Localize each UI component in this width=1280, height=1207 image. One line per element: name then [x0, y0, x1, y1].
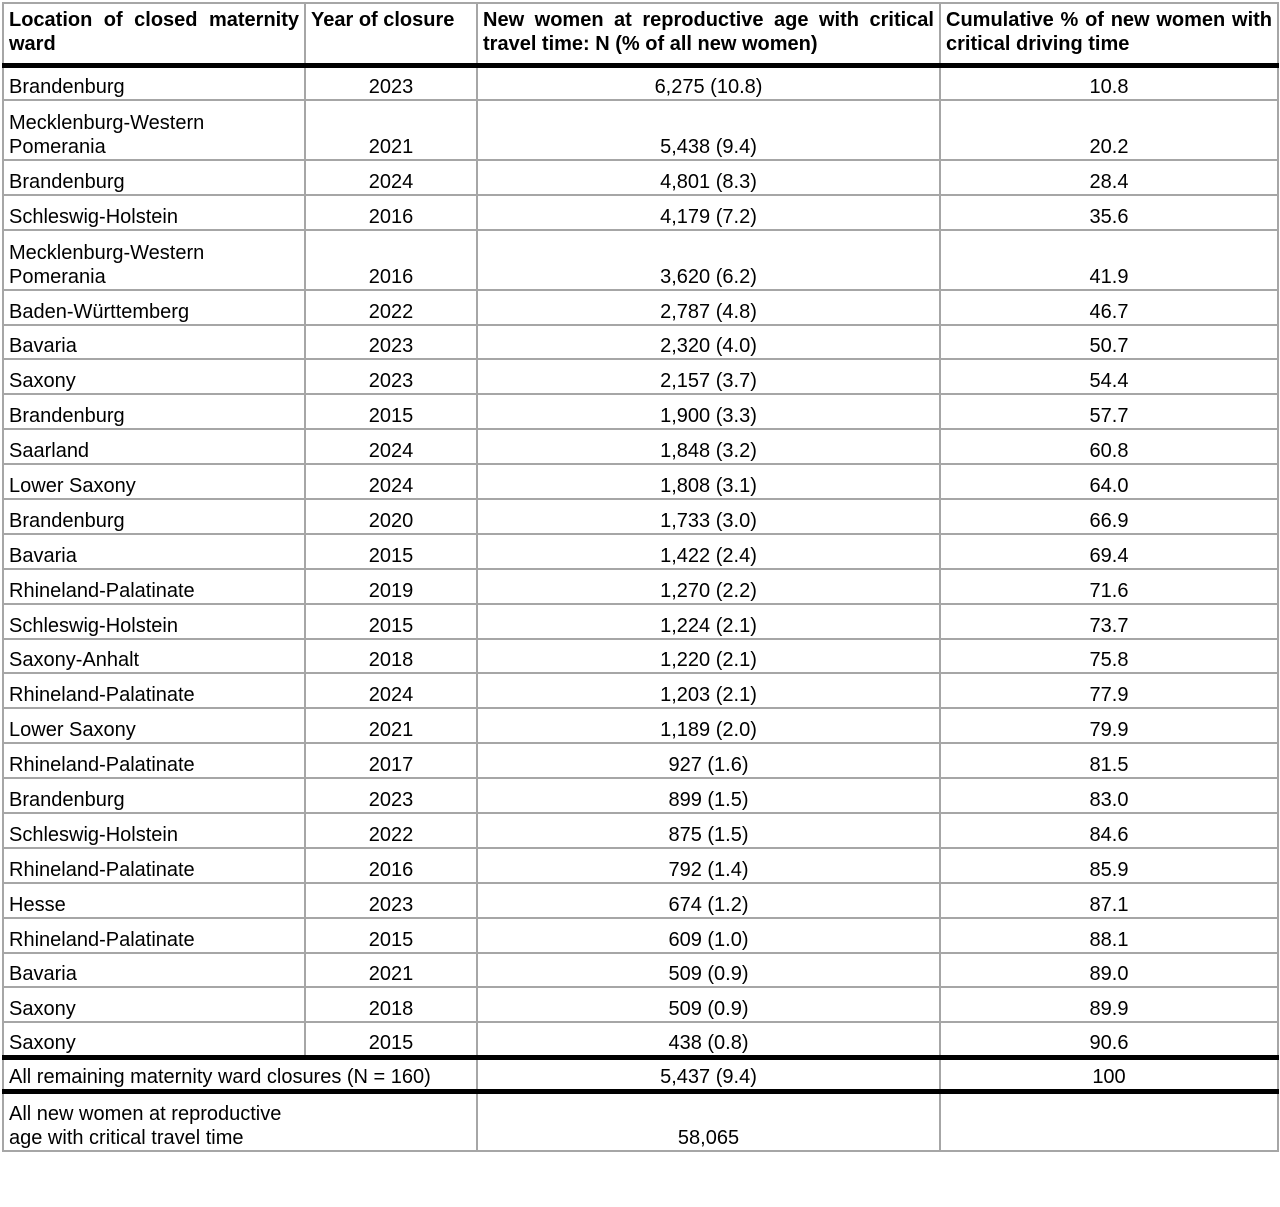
cell-location: Schleswig-Holstein	[3, 195, 305, 230]
cell-year: 2022	[305, 813, 477, 848]
cell-location: Schleswig-Holstein	[3, 813, 305, 848]
cell-year: 2016	[305, 848, 477, 883]
cell-cumulative: 50.7	[940, 325, 1278, 360]
cell-location: Rhineland-Palatinate	[3, 848, 305, 883]
cell-year: 2024	[305, 160, 477, 195]
table-row	[3, 987, 1278, 1022]
table-row	[3, 230, 1278, 290]
table-row	[3, 813, 1278, 848]
cell-year: 2015	[305, 604, 477, 639]
remaining-row	[3, 1057, 1278, 1091]
cell-cumulative: 90.6	[940, 1022, 1278, 1057]
cell-new-women: 1,189 (2.0)	[477, 708, 940, 743]
cell-year: 2021	[305, 953, 477, 988]
cell-year: 2023	[305, 359, 477, 394]
cell-new-women: 1,203 (2.1)	[477, 673, 940, 708]
cell-year: 2015	[305, 918, 477, 953]
cell-cumulative: 85.9	[940, 848, 1278, 883]
cell-location: Rhineland-Palatinate	[3, 743, 305, 778]
header-location: Location of closed maternity ward	[3, 3, 305, 65]
cell-location: Rhineland-Palatinate	[3, 918, 305, 953]
cell-new-women: 438 (0.8)	[477, 1022, 940, 1057]
cell-location: Brandenburg	[3, 160, 305, 195]
cell-cumulative: 46.7	[940, 290, 1278, 325]
cell-new-women: 509 (0.9)	[477, 987, 940, 1022]
header-new-women: New women at reproductive age with critical travel time: N (% of all new women)	[477, 3, 940, 65]
cell-cumulative: 87.1	[940, 883, 1278, 918]
cell-new-women: 5,438 (9.4)	[477, 100, 940, 160]
table-row	[3, 359, 1278, 394]
cell-year: 2018	[305, 987, 477, 1022]
cell-new-women: 3,620 (6.2)	[477, 230, 940, 290]
cell-cumulative: 75.8	[940, 639, 1278, 674]
cell-year: 2023	[305, 325, 477, 360]
table-row	[3, 778, 1278, 813]
table-row	[3, 65, 1278, 100]
table-row	[3, 708, 1278, 743]
cell-cumulative: 89.0	[940, 953, 1278, 988]
table-row	[3, 160, 1278, 195]
closures-table	[2, 2, 1279, 1152]
cell-cumulative: 83.0	[940, 778, 1278, 813]
cell-year: 2024	[305, 429, 477, 464]
cell-cumulative: 57.7	[940, 394, 1278, 429]
cell-cumulative: 60.8	[940, 429, 1278, 464]
cell-location: Lower Saxony	[3, 464, 305, 499]
cell-location: Saarland	[3, 429, 305, 464]
cell-cumulative: 28.4	[940, 160, 1278, 195]
cell-location: Saxony	[3, 359, 305, 394]
cell-location: Brandenburg	[3, 499, 305, 534]
total-n: 58,065	[477, 1091, 940, 1151]
cell-new-women: 1,733 (3.0)	[477, 499, 940, 534]
table-row	[3, 639, 1278, 674]
cell-new-women: 792 (1.4)	[477, 848, 940, 883]
cell-cumulative: 20.2	[940, 100, 1278, 160]
cell-new-women: 674 (1.2)	[477, 883, 940, 918]
cell-location: Lower Saxony	[3, 708, 305, 743]
cell-cumulative: 66.9	[940, 499, 1278, 534]
cell-cumulative: 54.4	[940, 359, 1278, 394]
cell-location: Bavaria	[3, 325, 305, 360]
cell-cumulative: 73.7	[940, 604, 1278, 639]
total-cumulative	[940, 1091, 1278, 1151]
cell-new-women: 2,157 (3.7)	[477, 359, 940, 394]
cell-cumulative: 84.6	[940, 813, 1278, 848]
cell-cumulative: 71.6	[940, 569, 1278, 604]
table-row	[3, 604, 1278, 639]
cell-location: Bavaria	[3, 534, 305, 569]
cell-year: 2021	[305, 708, 477, 743]
table-row	[3, 1022, 1278, 1057]
cell-year: 2023	[305, 778, 477, 813]
cell-cumulative: 88.1	[940, 918, 1278, 953]
remaining-cumulative: 100	[940, 1057, 1278, 1091]
table-row	[3, 848, 1278, 883]
cell-year: 2016	[305, 195, 477, 230]
cell-location: Saxony	[3, 1022, 305, 1057]
cell-cumulative: 64.0	[940, 464, 1278, 499]
table-row	[3, 918, 1278, 953]
cell-new-women: 4,801 (8.3)	[477, 160, 940, 195]
cell-new-women: 1,848 (3.2)	[477, 429, 940, 464]
cell-year: 2024	[305, 673, 477, 708]
cell-year: 2017	[305, 743, 477, 778]
table-row	[3, 429, 1278, 464]
cell-year: 2022	[305, 290, 477, 325]
table-row	[3, 195, 1278, 230]
cell-year: 2024	[305, 464, 477, 499]
cell-cumulative: 69.4	[940, 534, 1278, 569]
table-row	[3, 464, 1278, 499]
cell-location: Rhineland-Palatinate	[3, 569, 305, 604]
header-year: Year of closure	[305, 3, 477, 65]
cell-location: Brandenburg	[3, 778, 305, 813]
cell-year: 2015	[305, 534, 477, 569]
cell-new-women: 927 (1.6)	[477, 743, 940, 778]
cell-new-women: 1,900 (3.3)	[477, 394, 940, 429]
cell-cumulative: 41.9	[940, 230, 1278, 290]
cell-year: 2015	[305, 1022, 477, 1057]
cell-new-women: 1,808 (3.1)	[477, 464, 940, 499]
header-cumulative: Cumulative % of new women with critical driving time	[940, 3, 1278, 65]
total-row	[3, 1091, 1278, 1151]
cell-location: Saxony-Anhalt	[3, 639, 305, 674]
table-row	[3, 534, 1278, 569]
cell-location: Mecklenburg-Western Pomerania	[3, 100, 305, 160]
cell-cumulative: 89.9	[940, 987, 1278, 1022]
cell-year: 2020	[305, 499, 477, 534]
table-row	[3, 290, 1278, 325]
table-row	[3, 673, 1278, 708]
remaining-n: 5,437 (9.4)	[477, 1057, 940, 1091]
cell-location: Mecklenburg-Western Pomerania	[3, 230, 305, 290]
cell-year: 2023	[305, 65, 477, 100]
remaining-label: All remaining maternity ward closures (N = 160)	[3, 1057, 477, 1091]
cell-new-women: 1,224 (2.1)	[477, 604, 940, 639]
cell-new-women: 4,179 (7.2)	[477, 195, 940, 230]
table-row	[3, 883, 1278, 918]
table-row	[3, 325, 1278, 360]
cell-year: 2023	[305, 883, 477, 918]
table-row	[3, 953, 1278, 988]
cell-new-women: 509 (0.9)	[477, 953, 940, 988]
cell-new-women: 6,275 (10.8)	[477, 65, 940, 100]
cell-year: 2018	[305, 639, 477, 674]
cell-cumulative: 81.5	[940, 743, 1278, 778]
table-row	[3, 100, 1278, 160]
cell-location: Hesse	[3, 883, 305, 918]
cell-year: 2015	[305, 394, 477, 429]
cell-cumulative: 10.8	[940, 65, 1278, 100]
cell-location: Schleswig-Holstein	[3, 604, 305, 639]
cell-year: 2021	[305, 100, 477, 160]
cell-location: Brandenburg	[3, 394, 305, 429]
cell-new-women: 2,320 (4.0)	[477, 325, 940, 360]
table-row	[3, 743, 1278, 778]
cell-new-women: 899 (1.5)	[477, 778, 940, 813]
cell-year: 2016	[305, 230, 477, 290]
table-body	[3, 65, 1278, 1057]
cell-year: 2019	[305, 569, 477, 604]
cell-new-women: 875 (1.5)	[477, 813, 940, 848]
cell-location: Rhineland-Palatinate	[3, 673, 305, 708]
table-row	[3, 499, 1278, 534]
cell-new-women: 609 (1.0)	[477, 918, 940, 953]
cell-new-women: 1,220 (2.1)	[477, 639, 940, 674]
cell-location: Baden-Württemberg	[3, 290, 305, 325]
cell-location: Saxony	[3, 987, 305, 1022]
cell-cumulative: 77.9	[940, 673, 1278, 708]
cell-new-women: 2,787 (4.8)	[477, 290, 940, 325]
cell-cumulative: 35.6	[940, 195, 1278, 230]
cell-location: Bavaria	[3, 953, 305, 988]
table-row	[3, 569, 1278, 604]
table-row	[3, 394, 1278, 429]
header-row	[3, 3, 1278, 65]
total-label: All new women at reproductive age with critical travel time	[3, 1091, 477, 1151]
cell-new-women: 1,422 (2.4)	[477, 534, 940, 569]
cell-cumulative: 79.9	[940, 708, 1278, 743]
cell-new-women: 1,270 (2.2)	[477, 569, 940, 604]
cell-location: Brandenburg	[3, 65, 305, 100]
